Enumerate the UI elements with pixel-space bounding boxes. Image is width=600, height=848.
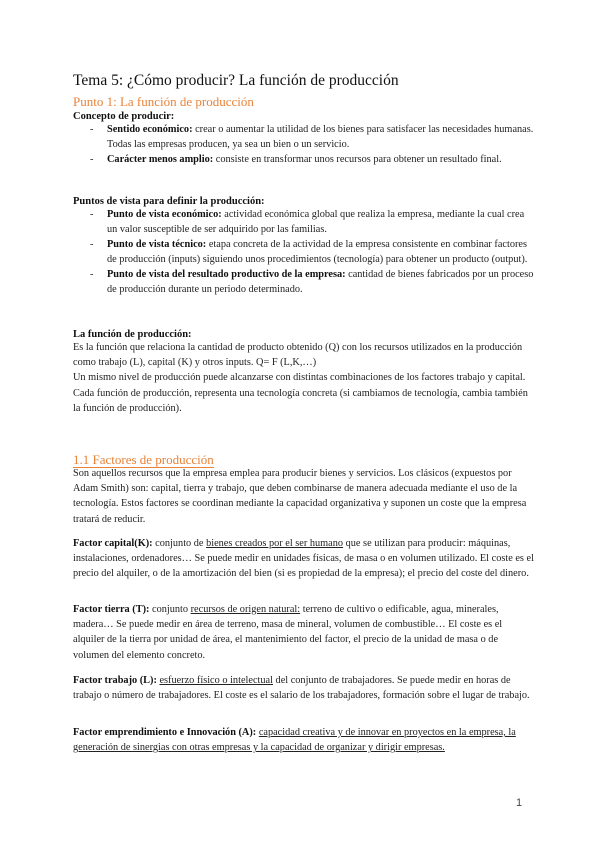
funcion-paragraph: Cada función de producción, representa una tecnología concreta (si cambiamos de tecnología, cambia también la función de producción). (73, 387, 528, 414)
list-item: - Punto de vista técnico: etapa concreta de la actividad de la empresa consistente en combinar factores de producción (inputs) siguiendo unos procedimientos (tecnología) para obtener un producto (output). (73, 238, 535, 268)
section-heading-punto-1: Punto 1: La función de producción (73, 94, 254, 109)
page-number: 1 (516, 797, 523, 809)
concepto-section (73, 111, 535, 168)
factor-emprendimiento: Factor emprendimiento e Innovación (A): capacidad creativa y de innovar en proyectos en la empresa, la generación de sinergias con otras empresas y la capacidad de organizar y dirigir empresas. (73, 727, 516, 754)
funcion-paragraph: Un mismo nivel de producción puede alcanzarse con distintas combinaciones de los factores trabajo y capital. (73, 372, 526, 384)
concepto-list (73, 123, 535, 168)
factor-trabajo: Factor trabajo (L): esfuerzo físico o intelectual del conjunto de trabajadores. Se puede medir en horas de trabajo o número de trabajadores. El coste es el salario de los trabajadores, formación sobre el lugar de trabajo. (73, 675, 530, 702)
list-item: - Punto de vista económico: actividad económica global que realiza la empresa, mediante la cual crea un valor susceptible de ser adquirido por las familias. (73, 208, 535, 238)
funcion-section (73, 329, 535, 416)
concepto-heading: Concepto de producir: (73, 111, 175, 122)
funcion-heading: La función de producción: (73, 329, 192, 340)
factores-intro: Son aquellos recursos que la empresa emplea para producir bienes y servicios. Los clásicos (expuestos por Adam Smith) son: capital, tierra y trabajo, que deben combinarse de manera adecuada mediante el uso de la tecnología. Estos factores se coordinan mediante la capacidad organizativa y suponen un coste que la empresa tratará de reducir. (73, 468, 527, 525)
list-item: - Punto de vista del resultado productivo de la empresa: cantidad de bienes fabricados por un proceso de producción durante un periodo determinado. (73, 268, 535, 298)
puntos-vista-section (73, 196, 535, 297)
puntos-vista-heading: Puntos de vista para definir la producción: (73, 196, 265, 207)
document-title: Tema 5: ¿Cómo producir? La función de producción (73, 72, 399, 89)
factor-capital: Factor capital(K): conjunto de bienes creados por el ser humano que se utilizan para producir: máquinas, instalaciones, ordenadores… Se puede medir en unidades físicas, de masa o en volumen utilizado. El coste es el precio del alquiler, o de la amortización del bien (si es propiedad de la empresa); el precio del coste del dinero. (73, 538, 534, 580)
list-item: - Sentido económico: crear o aumentar la utilidad de los bienes para satisfacer las necesidades humanas. Todas las empresas producen, ya sea un bien o un servicio. (73, 123, 535, 153)
funcion-paragraph: Es la función que relaciona la cantidad de producto obtenido (Q) con los recursos utilizados en la producción como trabajo (L), capital (K) y otros inputs. Q= F (L,K,…) (73, 342, 523, 369)
factor-tierra: Factor tierra (T): conjunto recursos de origen natural: terreno de cultivo o edificable, agua, minerales, madera… Se puede medir en área de terreno, masa de mineral, volumen de combustible… El coste es el alquiler de la tierra por unidad de área, el mantenimiento del factor, el precio de la unidad de masa o de volumen del elemento concreto. (73, 604, 503, 661)
section-heading-factores: 1.1 Factores de producción (73, 452, 214, 467)
list-item: - Carácter menos amplio: consiste en transformar unos recursos para obtener un resultado final. (73, 153, 535, 168)
puntos-vista-list (73, 208, 535, 297)
